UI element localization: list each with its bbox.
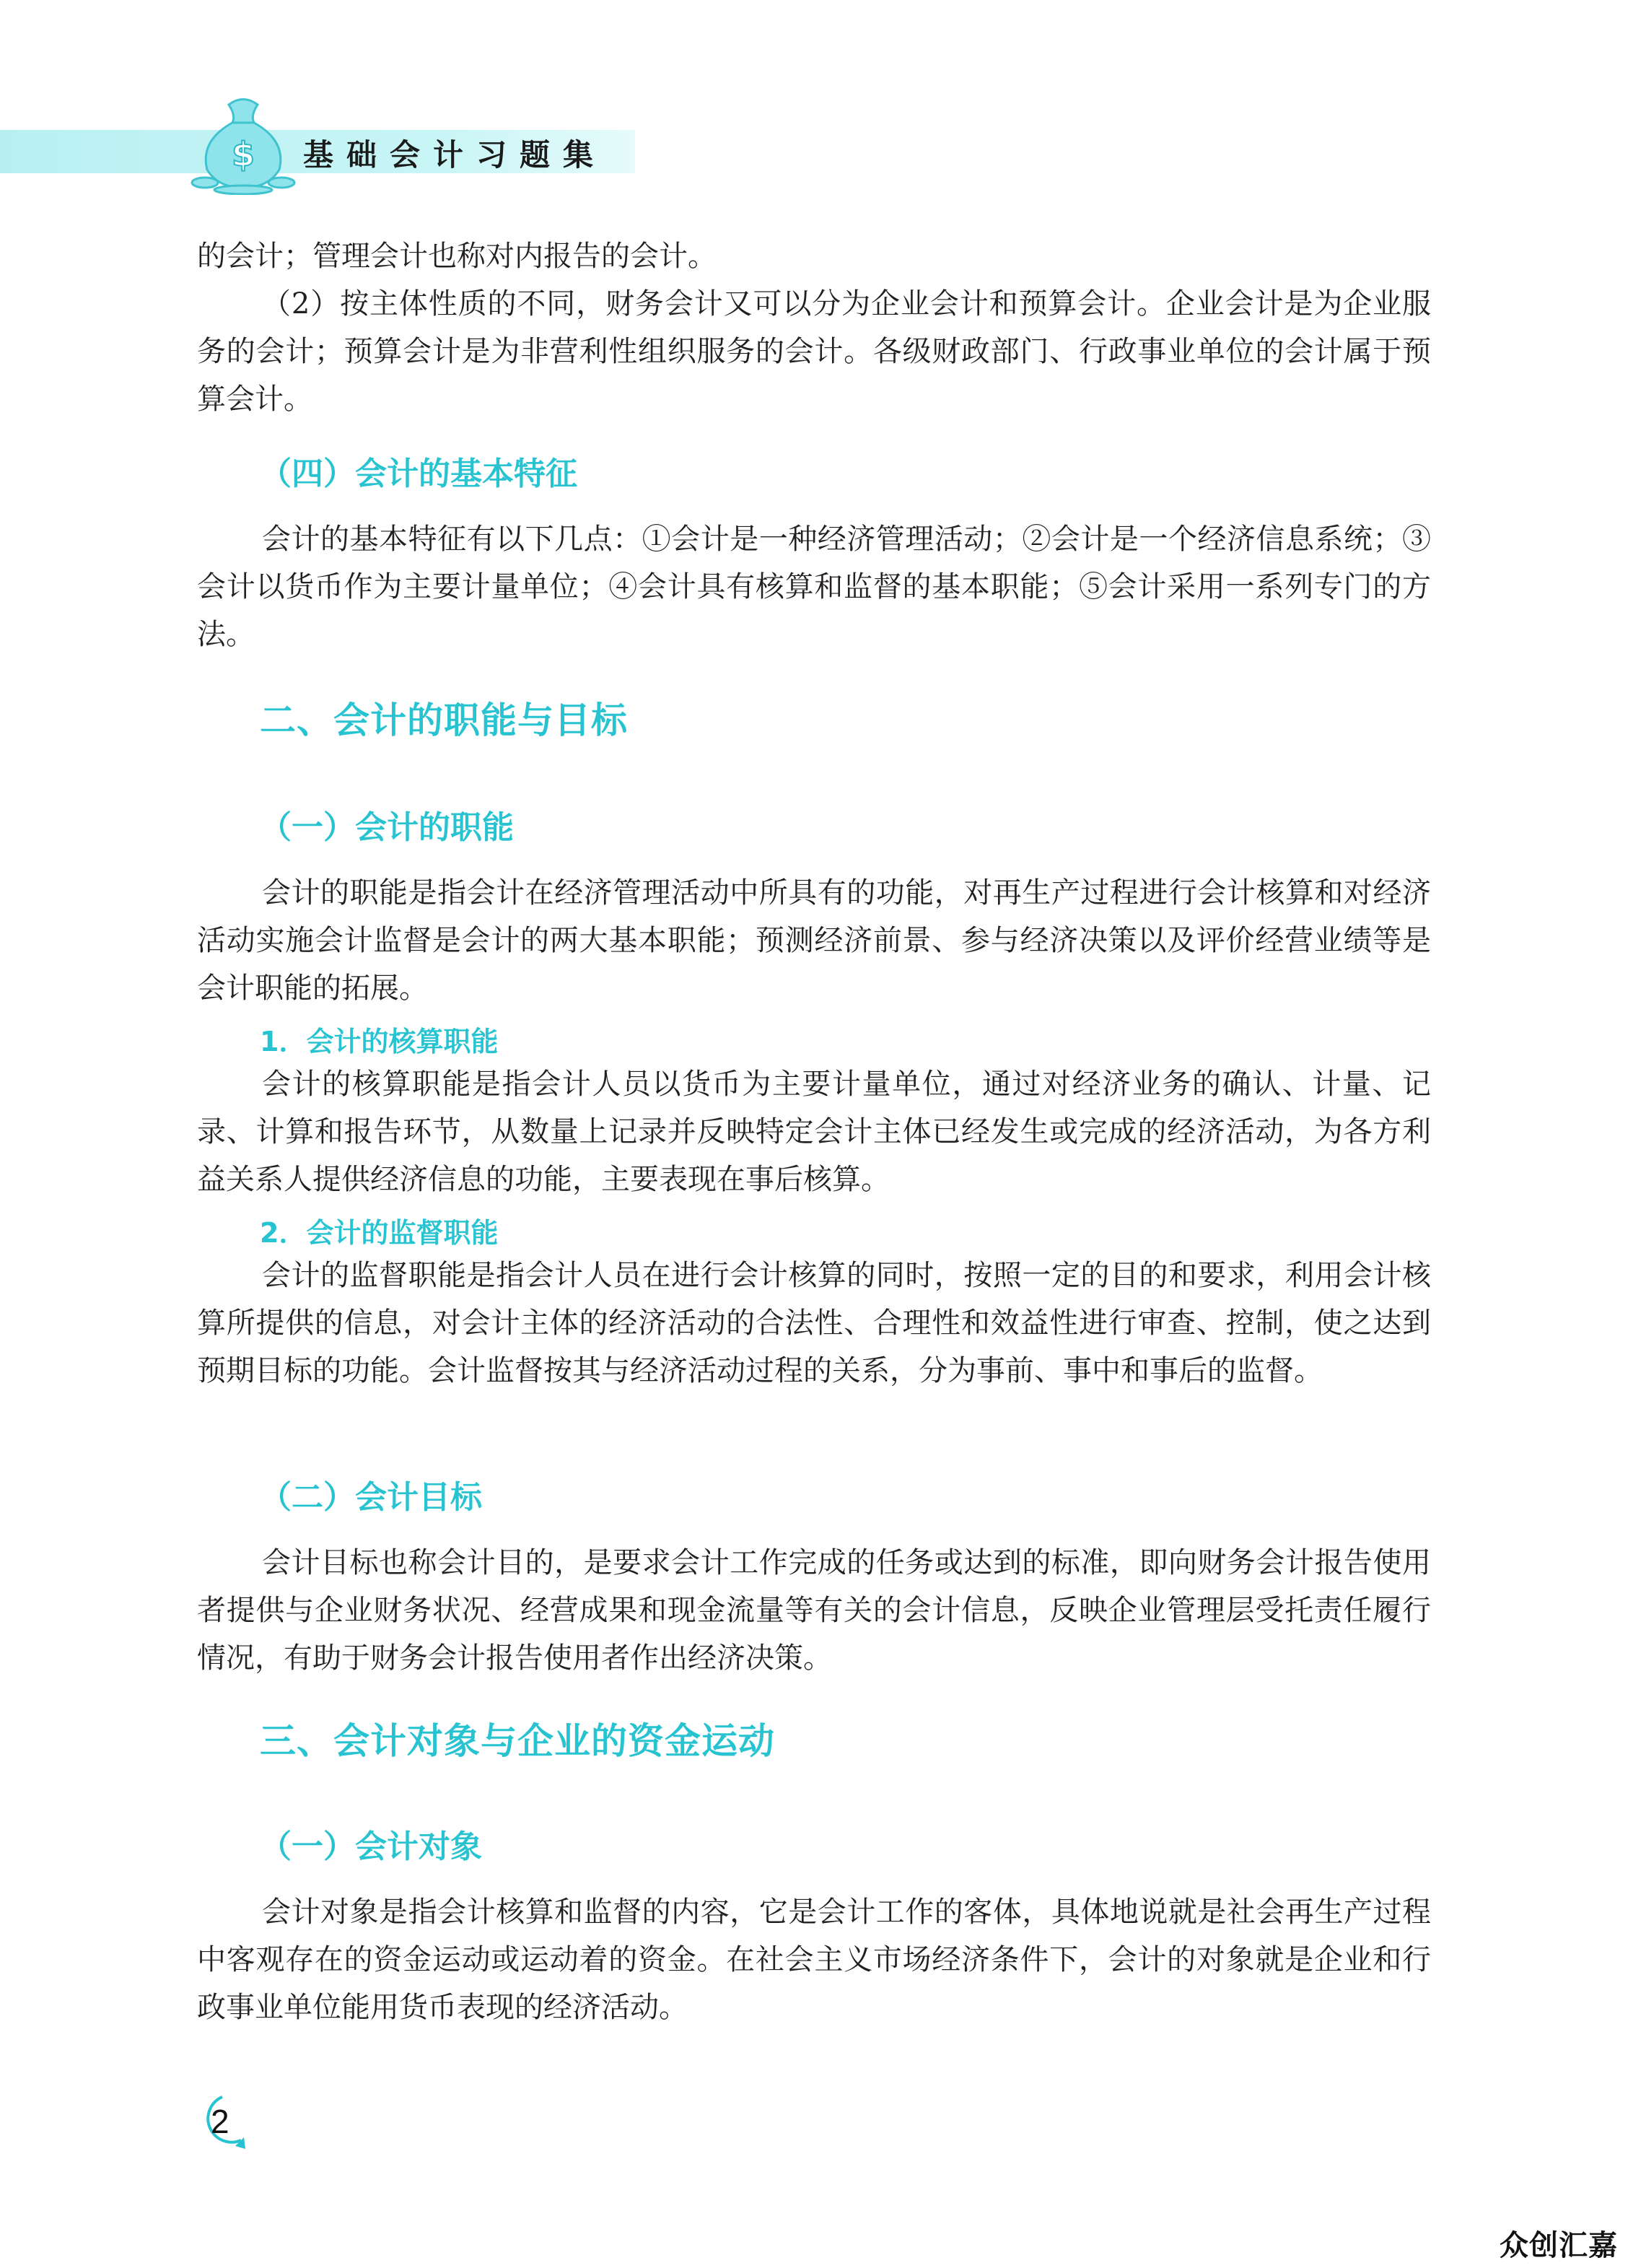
dollar-sign: $ [231, 135, 255, 174]
paragraph-4: 会计的职能是指会计在经济管理活动中所具有的功能，对再生产过程进行会计核算和对经济活动实施会计监督是会计的两大基本职能；预测经济前景、参与经济决策以及评价经营业绩等是会计职能的拓展。 [197, 876, 1431, 1005]
section-heading-2-1: （一）会计的职能 [260, 809, 514, 846]
chapter-heading-3: 三、会计对象与企业的资金运动 [260, 1720, 775, 1762]
paragraph-2: （2）按主体性质的不同，财务会计又可以分为企业会计和预算会计。企业会计是为企业服务的会计；预算会计是为非营利性组织服务的会计。各级财政部门、行政事业单位的会计属于预算会计。 [197, 287, 1431, 416]
section-heading-3-1: （一）会计对象 [260, 1828, 482, 1865]
paragraph-8: 会计对象是指会计核算和监督的内容，它是会计工作的客体，具体地说就是社会再生产过程中客观存在的资金运动或运动着的资金。在社会主义市场经济条件下，会计的对象就是企业和行政事业单位能用货币表现的经济活动。 [197, 1896, 1431, 2024]
money-bag-icon [189, 90, 297, 195]
paragraph-1: 的会计；管理会计也称对内报告的会计。 [197, 240, 717, 273]
paragraph-5: 会计的核算职能是指会计人员以货币为主要计量单位，通过对经济业务的确认、计量、记录、计算和报告环节，从数量上记录并反映特定会计主体已经发生或完成的经济活动，为各方利益关系人提供经济信息的功能，主要表现在事后核算。 [197, 1068, 1431, 1196]
section-heading-2-2: （二）会计目标 [260, 1479, 482, 1516]
watermark: 众创汇嘉 [1500, 2229, 1618, 2262]
chapter-heading-2: 二、会计的职能与目标 [260, 699, 628, 741]
subsection-heading-2: 2．会计的监督职能 [260, 1217, 499, 1249]
page-number: 2 [211, 2103, 229, 2140]
paragraph-3: 会计的基本特征有以下几点：①会计是一种经济管理活动；②会计是一个经济信息系统；③会计以货币作为主要计量单位；④会计具有核算和监督的基本职能；⑤会计采用一系列专门的方法。 [197, 523, 1431, 651]
book-title: 基础会计习题集 [303, 137, 607, 173]
section-heading-4: （四）会计的基本特征 [260, 455, 577, 492]
paragraph-6: 会计的监督职能是指会计人员在进行会计核算的同时，按照一定的目的和要求，利用会计核算所提供的信息，对会计主体的经济活动的合法性、合理性和效益性进行审查、控制，使之达到预期目标的功能。会计监督按其与经济活动过程的关系，分为事前、事中和事后的监督。 [197, 1259, 1431, 1387]
paragraph-7: 会计目标也称会计目的，是要求会计工作完成的任务或达到的标准，即向财务会计报告使用者提供与企业财务状况、经营成果和现金流量等有关的会计信息，反映企业管理层受托责任履行情况，有助于财务会计报告使用者作出经济决策。 [197, 1546, 1431, 1675]
subsection-heading-1: 1．会计的核算职能 [260, 1026, 499, 1057]
